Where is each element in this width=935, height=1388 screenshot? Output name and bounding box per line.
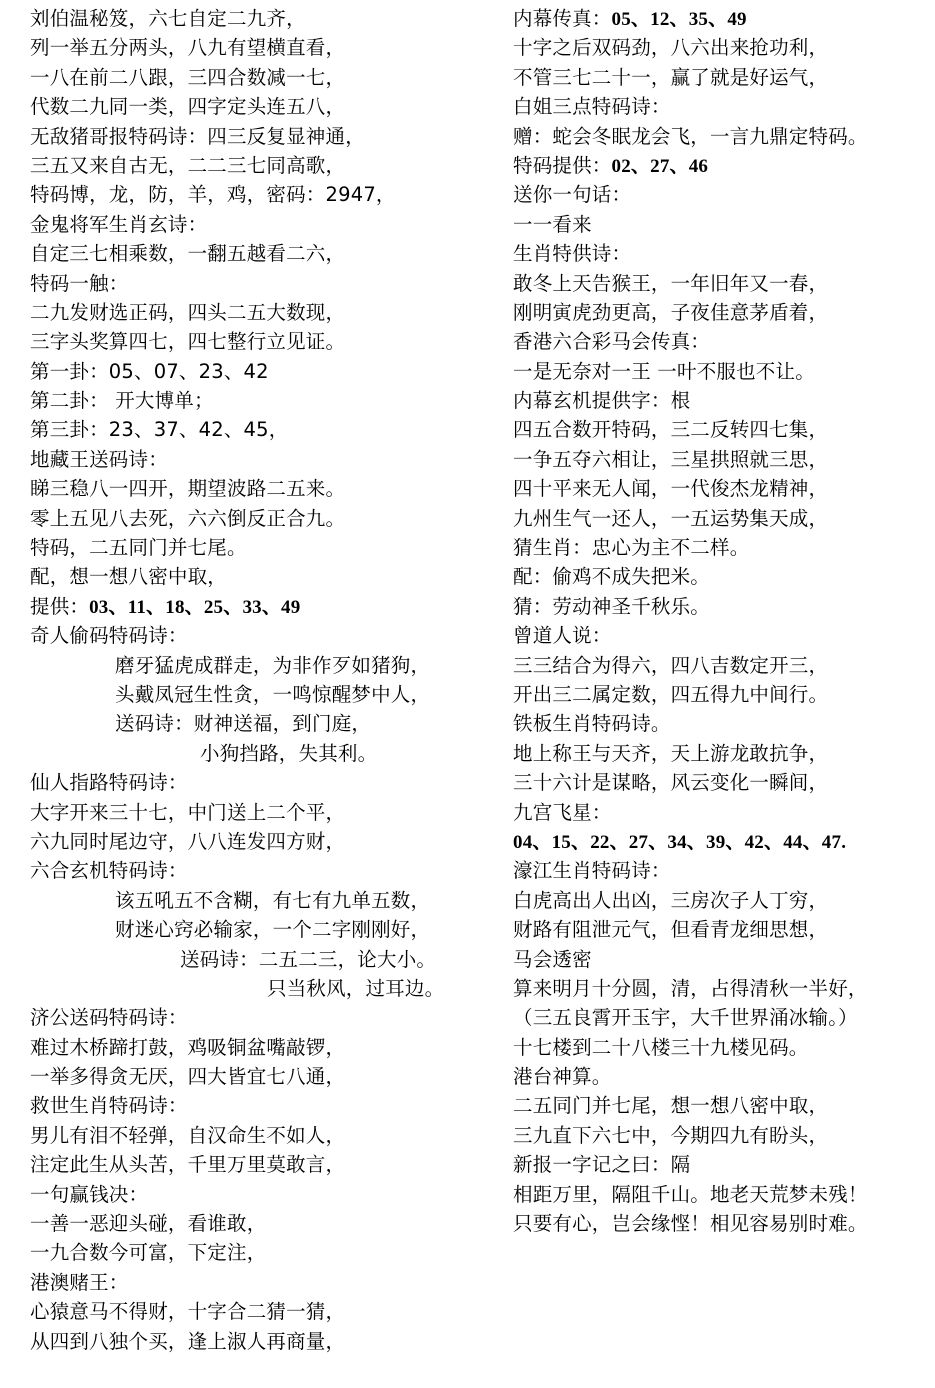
text-line: 猜：劳动神圣千秋乐。 [513, 594, 711, 618]
text-line: 一争五夺六相让，三星拱照就三思， [513, 447, 829, 471]
text-line: 地藏王送码诗： [30, 447, 168, 471]
text-line: 地上称王与天齐，天上游龙敢抗争， [513, 741, 829, 765]
number-list: 04、15、22、27、34、39、42、44、47. [513, 831, 847, 853]
text-line: 四十平来无人闻，一代俊杰龙精神， [513, 477, 829, 501]
text-line: 济公送码特码诗： [30, 1006, 188, 1030]
text-line: 生肖特供诗： [513, 242, 632, 266]
text-line: 特码一触： [30, 271, 129, 295]
number-list: 03、11、18、25、33、49 [89, 596, 301, 618]
text-line: 三三结合为得六，四八吉数定开三， [513, 653, 829, 677]
text-line [513, 151, 933, 180]
text-line: 特码博，龙，防，羊，鸡，密码：2947， [30, 183, 396, 207]
text-line: 小狗挡路，失其利。 [200, 741, 378, 765]
text-line: 男儿有泪不轻弹，自汉命生不如人， [30, 1123, 346, 1147]
text-line: 送码诗：二五二三，论大小。 [180, 947, 437, 971]
text-line: 港台神算。 [513, 1065, 612, 1089]
text-line: 无敌猪哥报特码诗：四三反复显神通， [30, 124, 365, 148]
line-label: 提供： [30, 594, 90, 618]
text-line: 三九直下六七中，今期四九有盼头， [513, 1123, 829, 1147]
text-line: 磨牙猛虎成群走，为非作歹如猪狗， [115, 653, 431, 677]
text-line: 一句赢钱决： [30, 1182, 149, 1206]
text-line: （三五良霄开玉宇，大千世界涌冰输。） [513, 1006, 858, 1030]
text-line: 二五同门并七尾，想一想八密中取， [513, 1094, 829, 1118]
text-line: 猜生肖：忠心为主不二样。 [513, 536, 750, 560]
text-line: 刚明寅虎劲更高，子夜佳意茅盾着， [513, 300, 829, 324]
number-list: 02、27、46 [611, 155, 709, 177]
text-line: 二九发财选正码，四头二五大数现， [30, 300, 346, 324]
text-line: 大字开来三十七，中门送上二个平， [30, 800, 346, 824]
text-line: 六合玄机特码诗： [30, 859, 188, 883]
text-line: 刘伯温秘笈，六七自定二九齐， [30, 7, 306, 30]
text-line: 三十六计是谋略，风云变化一瞬间， [513, 771, 829, 795]
text-line: 自定三七相乘数，一翻五越看二六， [30, 242, 346, 266]
text-line: 特码，二五同门并七尾。 [30, 536, 247, 560]
line-label: 内幕传真： [513, 7, 612, 30]
text-line: 代数二九同一类，四字定头连五八， [30, 95, 346, 119]
left-column [30, 4, 480, 1356]
text-line: 注定此生从头苦，千里万里莫敢言， [30, 1153, 346, 1177]
text-line: 第一卦：05、07、23、42 [30, 359, 269, 383]
text-line [30, 592, 480, 621]
text-line: 相距万里，隔阻千山。地老天荒梦未残！ [513, 1182, 868, 1206]
text-line: 内幕玄机提供字：根 [513, 389, 691, 413]
text-line: 从四到八独个买，逢上淑人再商量， [30, 1329, 346, 1353]
text-line: 九州生气一还人，一五运势集天成， [513, 506, 829, 530]
text-line: 一八在前二八跟，三四合数减一七， [30, 65, 346, 89]
text-line: 敢冬上天告猴王，一年旧年又一春， [513, 271, 829, 295]
text-line: 配：偷鸡不成失把米。 [513, 565, 711, 589]
text-line: 六九同时尾边守，八八连发四方财， [30, 829, 346, 853]
text-line: 财迷心窍必输家，一个二字刚刚好， [115, 918, 431, 942]
text-line: 一善一恶迎头碰，看谁敢， [30, 1212, 267, 1236]
text-line: 配，想一想八密中取， [30, 565, 228, 589]
text-line: 三字头奖算四七，四七整行立见证。 [30, 330, 346, 354]
text-line: 铁板生肖特码诗。 [513, 712, 671, 736]
text-line: 算来明月十分圆，清，占得清秋一半好， [513, 976, 868, 1000]
text-line: 新报一字记之曰：隔 [513, 1153, 691, 1177]
text-line: 该五吼五不含糊，有七有九单五数， [115, 888, 431, 912]
text-line [513, 4, 933, 33]
text-line: 金鬼将军生肖玄诗： [30, 212, 208, 236]
text-line: 仙人指路特码诗： [30, 771, 188, 795]
text-line: 一举多得贪无厌，四大皆宜七八通， [30, 1065, 346, 1089]
text-line: 开出三二属定数，四五得九中间行。 [513, 682, 829, 706]
text-line: 财路有阻泄元气，但看青龙细思想， [513, 918, 829, 942]
text-line: 十七楼到二十八楼三十九楼见码。 [513, 1035, 809, 1059]
text-line: 白姐三点特码诗： [513, 95, 671, 119]
text-line: 九宫飞星： [513, 800, 612, 824]
text-line: 四五合数开特码，三二反转四七集， [513, 418, 829, 442]
text-line: 奇人偷码特码诗： [30, 624, 188, 648]
text-line: 心猿意马不得财，十字合二猜一猜， [30, 1300, 346, 1324]
right-column [513, 4, 933, 1238]
text-line: 第二卦： 开大博单； [30, 389, 214, 413]
text-line: 曾道人说： [513, 624, 612, 648]
text-line: 濠江生肖特码诗： [513, 859, 671, 883]
text-line: 三五又来自古无，二二三七同高歌， [30, 153, 346, 177]
text-line: 睇三稳八一四开，期望波路二五来。 [30, 477, 346, 501]
text-line: 一是无奈对一王 一叶不服也不让。 [513, 359, 815, 383]
text-line: 送码诗：财神送福，到门庭， [115, 712, 372, 736]
text-line: 一九合数今可富，下定注， [30, 1241, 267, 1265]
text-line: 赠：蛇会冬眠龙会飞，一言九鼎定特码。 [513, 124, 868, 148]
text-line: 送你一句话： [513, 183, 632, 207]
text-line: 零上五见八去死，六六倒反正合九。 [30, 506, 346, 530]
number-list: 05、12、35、49 [611, 9, 747, 30]
text-line: 只当秋风，过耳边。 [267, 976, 445, 1000]
text-line: 头戴凤冠生性贪，一鸣惊醒梦中人， [115, 682, 431, 706]
text-line: 不管三七二十一，赢了就是好运气， [513, 65, 829, 89]
text-line: 白虎高出人出凶，三房次子人丁穷， [513, 888, 829, 912]
text-line: 马会透密 [513, 947, 592, 971]
text-line: 港澳赌王： [30, 1270, 129, 1294]
text-line: 香港六合彩马会传真： [513, 330, 711, 354]
text-line: 十字之后双码劲，八六出来抢功利， [513, 36, 829, 60]
text-line [513, 827, 933, 856]
text-line: 救世生肖特码诗： [30, 1094, 188, 1118]
line-label: 特码提供： [513, 153, 612, 177]
text-line: 只要有心，岂会缘悭！相见容易别时难。 [513, 1212, 868, 1236]
text-line: 难过木桥蹄打鼓，鸡吸铜盆嘴敲锣， [30, 1035, 346, 1059]
text-line: 一一看来 [513, 212, 592, 236]
text-line: 列一举五分两头，八九有望横直看， [30, 36, 346, 60]
text-line: 第三卦：23、37、42、45， [30, 418, 289, 442]
